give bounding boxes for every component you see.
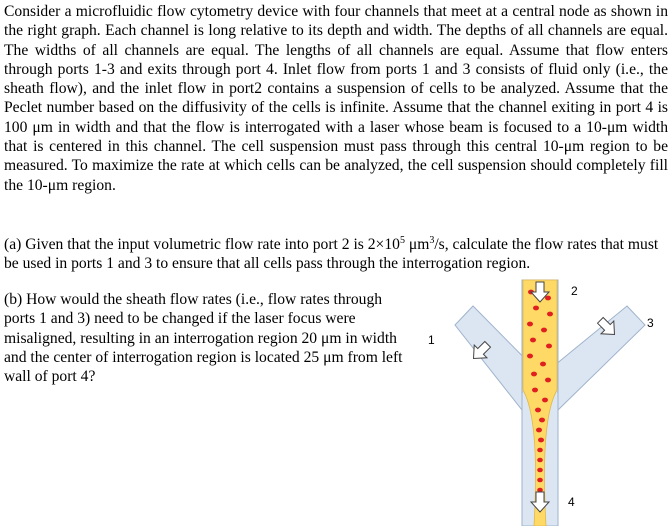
flow-cytometry-figure <box>410 270 672 526</box>
part-a-unit: μm <box>404 236 430 254</box>
port-label-3: 3 <box>647 316 654 330</box>
part-a-text-1: (a) Given that the input volumetric flow rate into port 2 is 2×10 <box>4 236 400 254</box>
problem-intro: Consider a microfluidic flow cytometry device with four channels that meet at a central node as shown in the right graph. Each channel is long relative to its depth and width. The depths of all channels are equal. The widths of all channels are equal. The lengths of all channels are equal. Assume that flow enters through ports 1-3 and exits through port 4. Inlet flow from ports 1 and 3 consists of fluid only (i.e., the sheath flow), and the inlet flow in port2 contains a suspension of cells to be analyzed. Assume that the Peclet number based on the diffusivity of the cells is infinite. Assume that the channel exiting in port 4 is 100 μm in width and that the flow is interrogated with a laser whose beam is focused to a 10-μm width that is centered in this channel. The cell suspension must pass through this central 10-μm region to be measured. To maximize the rate at which cells can be analyzed, the cell suspension should completely fill the 10-μm region. <box>4 3 668 194</box>
part-a-text-2: /s, calculate the flow rates that must be used in ports 1 and 3 to ensure that all cells pass through the interrogation region. <box>4 236 659 273</box>
part-a-unit-exponent: 3 <box>429 235 435 246</box>
part-b-question: (b) How would the sheath flow rates (i.e., flow rates through ports 1 and 3) need to be changed if the laser focus were misaligned, resulting in an interrogation region 20 μm in width and the center of interrogation region is located 25 μm from left wall of port 4? <box>4 291 403 386</box>
port-label-1: 1 <box>428 333 435 347</box>
part-a-exponent: 5 <box>399 235 405 246</box>
port-label-4: 4 <box>568 495 575 509</box>
channel-network <box>455 280 645 526</box>
port-label-2: 2 <box>571 284 578 298</box>
part-a-question <box>4 231 668 274</box>
